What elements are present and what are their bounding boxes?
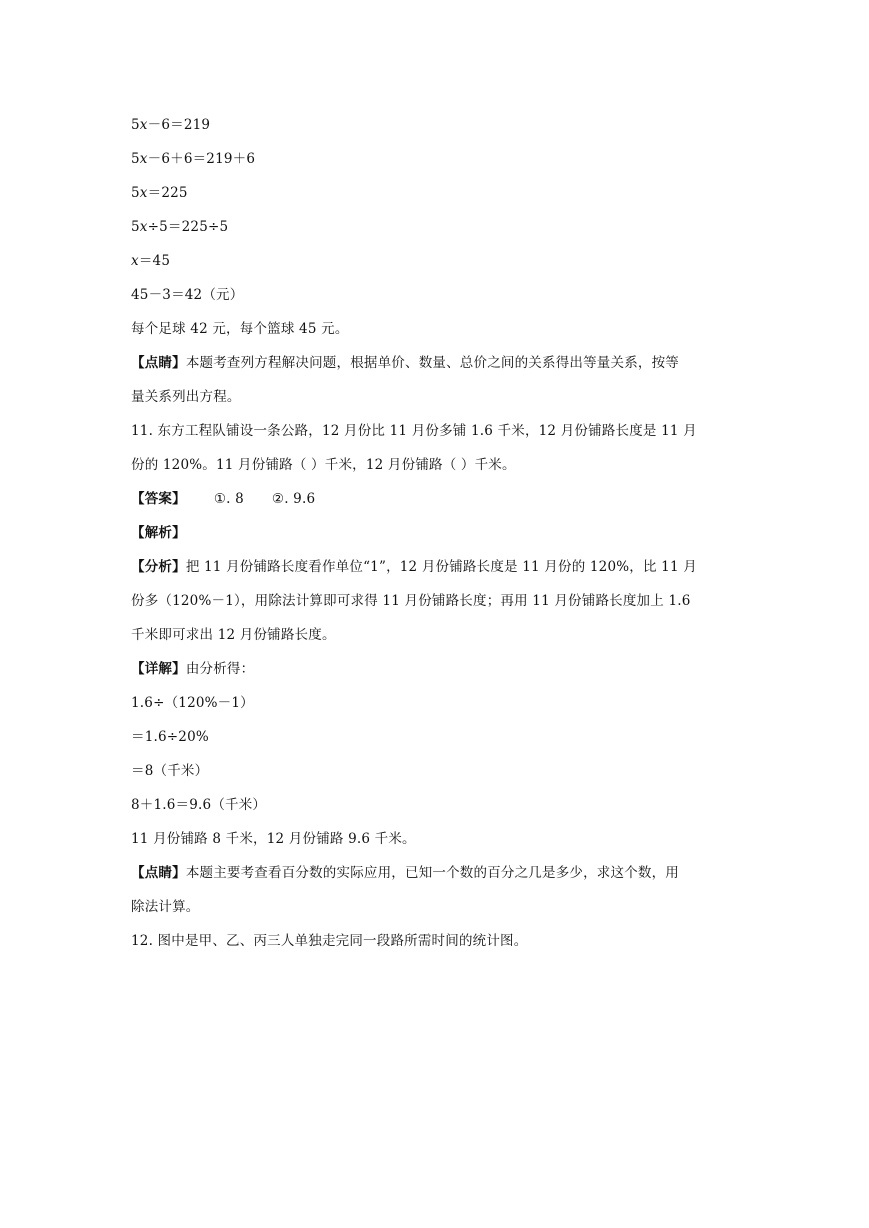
equation-rest: －6＝219 — [147, 117, 211, 133]
analysis-line — [131, 550, 751, 584]
comment-line — [131, 346, 751, 380]
equation-rest: ＝225 — [147, 185, 188, 201]
equation-line — [131, 210, 751, 244]
equation-rest: －6＋6＝219＋6 — [147, 151, 256, 167]
answer-value-2: ②. 9.6 — [271, 491, 316, 507]
calculation-line: 45－3＝42（元） — [131, 287, 244, 303]
equation-line — [131, 244, 751, 278]
answer-label: 【答案】 — [131, 491, 186, 507]
equation-variable: x — [139, 151, 148, 167]
comment-line — [131, 856, 751, 890]
calculation-line: ＝8（千米） — [131, 763, 209, 779]
analysis-continuation: 千米即可求出 12 月份铺路长度。 — [131, 627, 336, 643]
answer-value-1: ①. 8 — [213, 491, 244, 507]
detail-line — [131, 652, 751, 686]
equation-variable: x — [131, 253, 139, 269]
comment-label: 【点睛】 — [131, 865, 186, 881]
comment-continuation: 量关系列出方程。 — [131, 389, 241, 405]
answer-sentence: 每个足球 42 元，每个篮球 45 元。 — [131, 321, 349, 337]
equation-line — [131, 108, 751, 142]
detail-label: 【详解】 — [131, 661, 186, 677]
equation-rest: ÷5＝225÷5 — [147, 219, 229, 235]
equation-line — [131, 176, 751, 210]
comment-text: 本题主要考查看百分数的实际应用，已知一个数的百分之几是多少，求这个数，用 — [185, 865, 680, 881]
equation-variable: x — [139, 219, 148, 235]
analysis-label: 【分析】 — [131, 559, 186, 575]
comment-continuation: 除法计算。 — [131, 899, 200, 915]
answer-line — [131, 482, 751, 516]
detail-text: 由分析得： — [185, 661, 255, 677]
analysis-text: 把 11 月份铺路长度看作单位“1”，12 月份铺路长度是 11 月份的 120%，比 11 月 — [185, 559, 697, 575]
equation-line — [131, 142, 751, 176]
calculation-line: 8＋1.6＝9.6（千米） — [131, 797, 267, 813]
equation-rest: ＝45 — [138, 253, 171, 269]
equation-variable: x — [139, 117, 148, 133]
equation-coefficient: 5 — [131, 185, 140, 201]
document-content — [131, 108, 751, 958]
equation-coefficient: 5 — [131, 117, 140, 133]
equation-coefficient: 5 — [131, 151, 140, 167]
calculation-line: 1.6÷（120%－1） — [131, 695, 254, 711]
analysis-continuation: 份多（120%－1），用除法计算即可求得 11 月份铺路长度；再用 11 月份铺路长度加上 1.6 — [131, 593, 691, 609]
answer-sentence: 11 月份铺路 8 千米，12 月份铺路 9.6 千米。 — [131, 831, 416, 847]
equation-coefficient: 5 — [131, 219, 140, 235]
equation-variable: x — [139, 185, 148, 201]
comment-text: 本题考查列方程解决问题，根据单价、数量、总价之间的关系得出等量关系，按等 — [185, 355, 680, 371]
comment-label: 【点睛】 — [131, 355, 186, 371]
question-11-continuation: 份的 120%。11 月份铺路（ ）千米，12 月份铺路（ ）千米。 — [131, 457, 516, 473]
question-12-line: 12. 图中是甲、乙、丙三人单独走完同一段路所需时间的统计图。 — [131, 933, 528, 949]
analysis-heading: 【解析】 — [131, 525, 186, 541]
calculation-line: ＝1.6÷20% — [131, 729, 209, 745]
question-11-line: 11. 东方工程队铺设一条公路，12 月份比 11 月份多铺 1.6 千米，12 月份铺路长度是 11 月 — [131, 423, 697, 439]
